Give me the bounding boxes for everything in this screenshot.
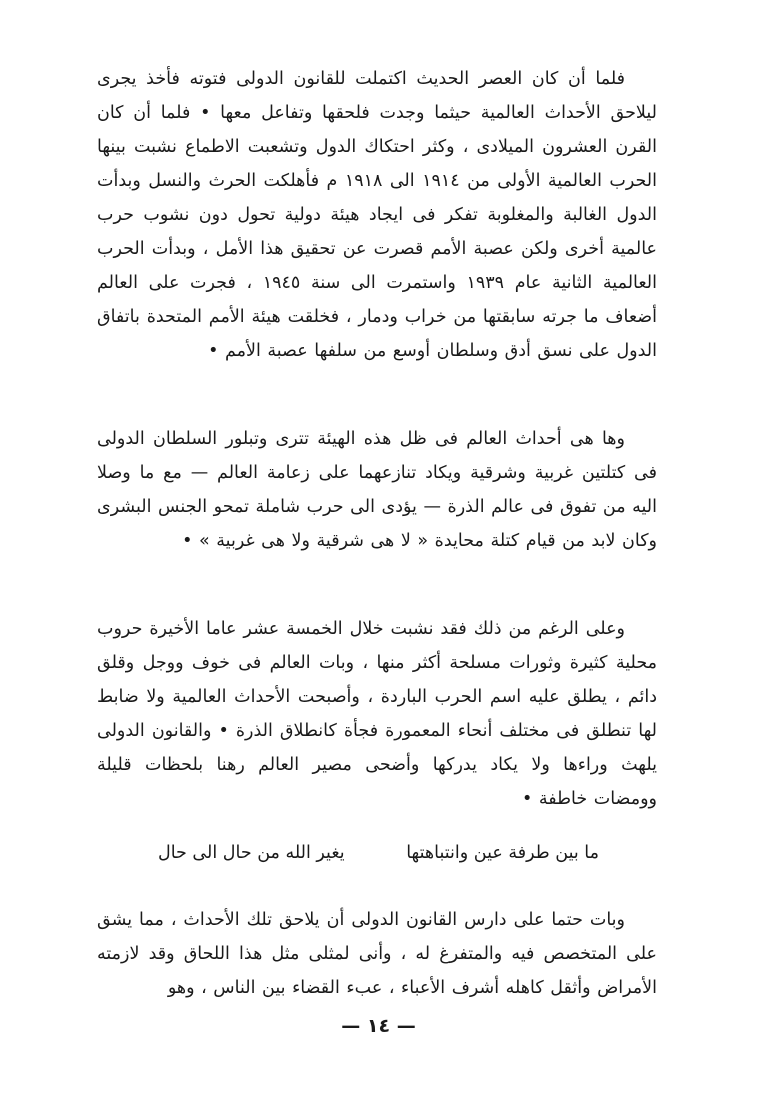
- page-number: — ١٤ —: [341, 1015, 416, 1037]
- paragraph-1: [97, 62, 657, 368]
- paragraph-1-text: فلما أن كان العصر الحديث اكتملت للقانون الدولى فتوته فأخذ يجرى ليلاحق الأحداث العالمية حيثما وجدت فلحقها وتفاعل معها • فلما أن كان القرن العشرون الميلادى ، وكثر احتكاك الدول وتشعبت الاطماع نشبت بينها الحرب العالمية الأولى من ١٩١٤ الى ١٩١٨ م فأهلكت الحرث والنسل وبدأت الدول الغالبة والمغلوبة تفكر فى ايجاد هيئة دولية تحول دون نشوب حرب عالمية أخرى ولكن عصبة الأمم قصرت عن تحقيق هذا الأمل ، وبدأت الحرب العالمية الثانية عام ١٩٣٩ واستمرت الى سنة ١٩٤٥ ، فجرت على العالم أضعاف ما جرته سابقتها من خراب ودمار ، فخلقت هيئة الأمم المتحدة باتفاق الدول على نسق أدق وسلطان أوسع من سلفها عصبة الأمم •: [97, 69, 657, 361]
- verse-first-hemistich: ما بين طرفة عين وانتباهتها: [406, 843, 599, 863]
- paragraph-4: [97, 903, 657, 1005]
- poetry-verse: [0, 836, 757, 870]
- paragraph-3-text: وعلى الرغم من ذلك فقد نشبت خلال الخمسة عشر عاما الأخيرة حروب محلية كثيرة وثورات مسلحة أكثر منها ، وبات العالم فى خوف ووجل وقلق دائم ، يطلق عليه اسم الحرب الباردة ، وأصبحت الأحداث العالمية ولا ضابط لها تنطلق فى مختلف أنحاء المعمورة فجأة كانطلاق الذرة • والقانون الدولى يلهث وراءها ولا يكاد يدركها وأضحى مصير العالم رهنا بلحظات قليلة وومضات خاطفة •: [97, 619, 657, 809]
- paragraph-2-text: وها هى أحداث العالم فى ظل هذه الهيئة تترى وتبلور السلطان الدولى فى كتلتين غربية وشرقية ويكاد تنازعهما على زعامة العالم — مع ما وصلا اليه من تفوق فى عالم الذرة — يؤدى الى حرب شاملة تمحو الجنس البشرى وكان لابد من قيام كتلة محايدة « لا هى شرقية ولا هى غربية » •: [97, 429, 657, 551]
- paragraph-3: [97, 612, 657, 816]
- verse-second-hemistich: يغير الله من حال الى حال: [158, 843, 345, 863]
- paragraph-4-text: وبات حتما على دارس القانون الدولى أن يلاحق تلك الأحداث ، مما يشق على المتخصص فيه والمتفرغ له ، وأنى لمثلى مثل هذا اللحاق وقد لازمته الأمراض وأثقل كاهله أشرف الأعباء ، عبء القضاء بين الناس ، وهو: [97, 910, 657, 998]
- paragraph-2: [97, 422, 657, 558]
